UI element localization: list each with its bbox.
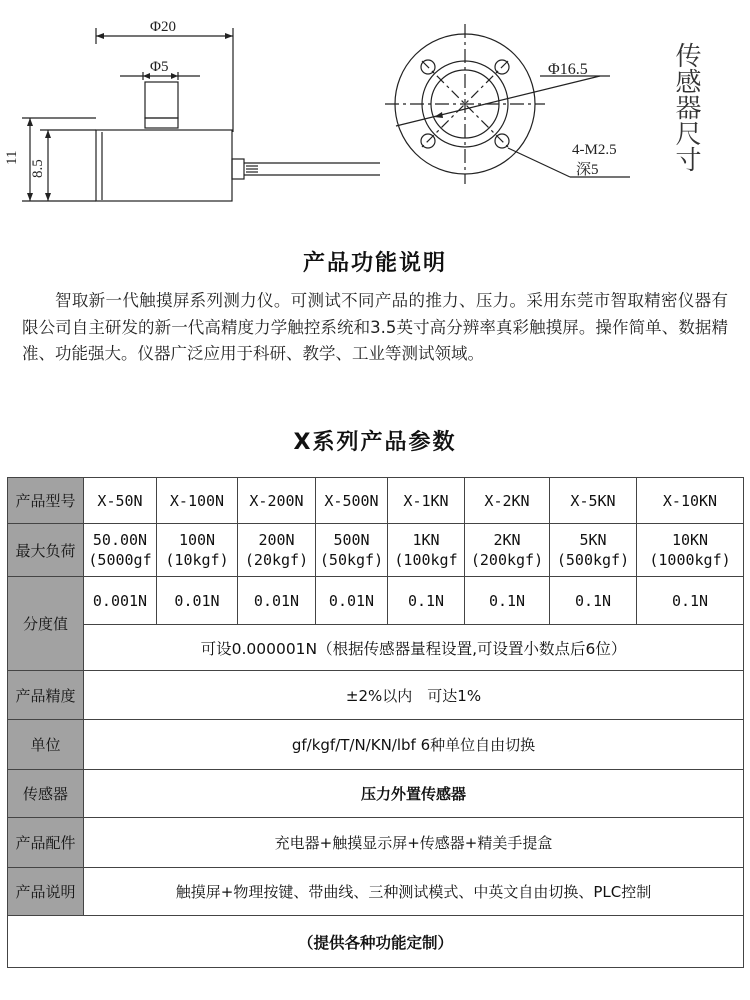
- load-cell: 1KN (100kgf: [388, 524, 465, 577]
- row-resolution: [8, 577, 744, 625]
- load-cell: 2KN (200kgf): [465, 524, 550, 577]
- model-cell: X-200N: [238, 478, 316, 524]
- load-cell: 200N (20kgf): [238, 524, 316, 577]
- load-cell: 50.00N (5000gf: [84, 524, 157, 577]
- sensor-label: 传感器: [8, 770, 84, 818]
- params-title: X系列产品参数: [293, 430, 457, 455]
- resolution-cell: 0.1N: [465, 577, 550, 625]
- resolution-label: 分度值: [8, 577, 84, 671]
- model-cell: X-500N: [316, 478, 388, 524]
- resolution-cell: 0.001N: [84, 577, 157, 625]
- resolution-cell: 0.01N: [316, 577, 388, 625]
- row-resolution-note: [8, 625, 744, 671]
- dim-thread: 4-M2.5: [572, 142, 617, 158]
- resolution-cell: 0.1N: [637, 577, 744, 625]
- model-cell: X-2KN: [465, 478, 550, 524]
- sensor-value: 压力外置传感器: [84, 770, 744, 818]
- unit-value: gf/kgf/T/N/KN/lbf 6种单位自由切换: [84, 720, 744, 770]
- resolution-cell: 0.1N: [388, 577, 465, 625]
- dim-bolt-circle: Φ16.5: [548, 61, 588, 78]
- resolution-cell: 0.01N: [157, 577, 238, 625]
- function-title: 产品功能说明: [302, 251, 447, 276]
- sensor-size-title: 传感器尺寸: [671, 42, 701, 172]
- row-unit: [8, 720, 744, 770]
- custom-note: （提供各种功能定制）: [8, 916, 744, 968]
- desc-label: 产品说明: [8, 868, 84, 916]
- load-cell: 10KN (1000kgf): [637, 524, 744, 577]
- model-cell: X-10KN: [637, 478, 744, 524]
- accuracy-label: 产品精度: [8, 671, 84, 720]
- row-load: [8, 524, 744, 577]
- function-text: 智取新一代触摸屏系列测力仪。可测试不同产品的推力、压力。采用东莞市智取精密仪器有限公司自主研发的新一代高精度力学触控系统和3.5英寸高分辨率真彩触摸屏。操作简单、数据精准、功能强大。仪器广泛应用于科研、教学、工业等测试领域。: [22, 291, 728, 363]
- sensor-dimension-drawing: [0, 0, 750, 235]
- row-custom: [8, 916, 744, 968]
- spec-table: [7, 477, 744, 968]
- dim-depth: 深5: [576, 162, 599, 178]
- load-cell: 100N (10kgf): [157, 524, 238, 577]
- load-label: 最大负荷: [8, 524, 84, 577]
- dim-button-dia: Φ5: [150, 59, 169, 75]
- resolution-cell: 0.1N: [550, 577, 637, 625]
- accessory-value: 充电器+触摸显示屏+传感器+精美手提盒: [84, 818, 744, 868]
- unit-label: 单位: [8, 720, 84, 770]
- model-cell: X-50N: [84, 478, 157, 524]
- resolution-cell: 0.01N: [238, 577, 316, 625]
- row-accessory: [8, 818, 744, 868]
- model-label: 产品型号: [8, 478, 84, 524]
- load-cell: 500N (50kgf): [316, 524, 388, 577]
- resolution-note: 可设0.000001N（根据传感器量程设置,可设置小数点后6位）: [84, 625, 744, 671]
- model-cell: X-1KN: [388, 478, 465, 524]
- accuracy-value: ±2%以内 可达1%: [84, 671, 744, 720]
- row-model: [8, 478, 744, 524]
- desc-value: 触摸屏+物理按键、带曲线、三种测试模式、中英文自由切换、PLC控制: [84, 868, 744, 916]
- load-cell: 5KN (500kgf): [550, 524, 637, 577]
- row-description: [8, 868, 744, 916]
- model-cell: X-5KN: [550, 478, 637, 524]
- dim-outer-dia: Φ20: [150, 19, 176, 35]
- dim-height-total: 11: [4, 150, 20, 165]
- accessory-label: 产品配件: [8, 818, 84, 868]
- model-cell: X-100N: [157, 478, 238, 524]
- row-sensor: [8, 770, 744, 818]
- row-accuracy: [8, 671, 744, 720]
- dim-height-body: 8.5: [30, 159, 46, 178]
